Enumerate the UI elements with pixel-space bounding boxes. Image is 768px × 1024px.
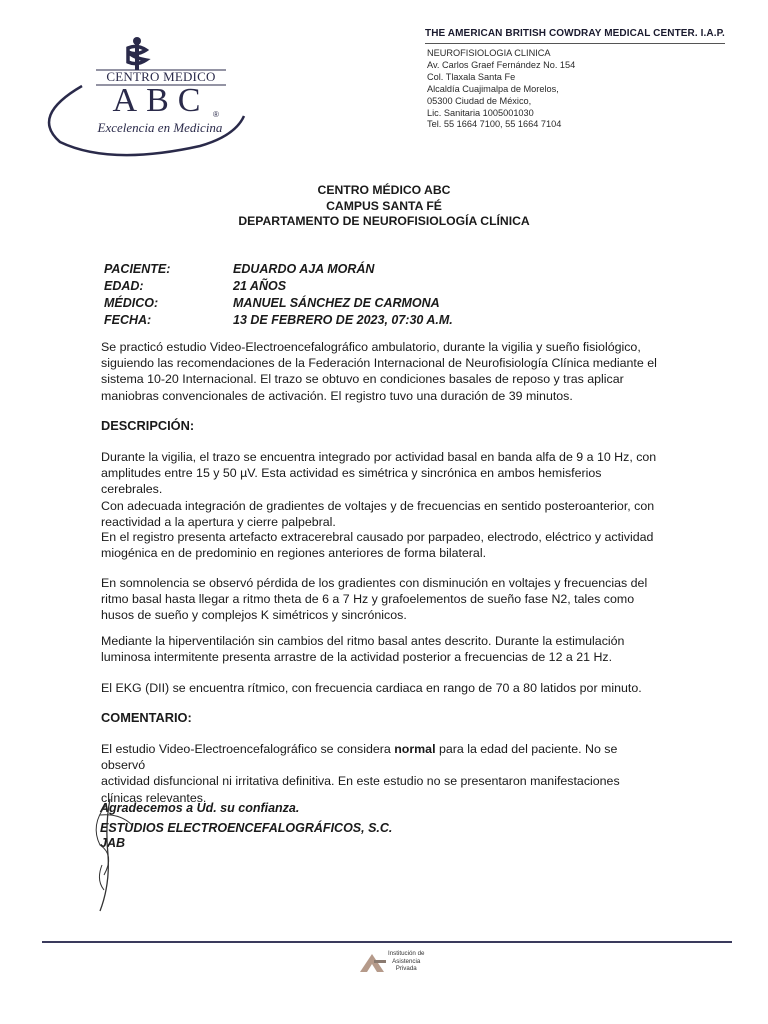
address-line: Lic. Sanitaria 1005001030 xyxy=(427,107,534,118)
description-paragraph-3 xyxy=(101,575,659,624)
description-paragraph-4 xyxy=(101,633,659,665)
description-heading: DESCRIPCIÓN: xyxy=(101,418,195,433)
text-line: maniobras convencionales de activación. El registro tuvo una duración de 39 minutos. xyxy=(101,388,573,403)
comment-result: normal xyxy=(394,742,436,756)
address-line: Tel. 55 1664 7100, 55 1664 7104 xyxy=(427,119,562,130)
report-title xyxy=(0,183,768,230)
text-line: sistema 10-20 Internacional. El trazo se obtuvo en condiciones basales de reposo y tras aplicar xyxy=(101,372,624,387)
value-patient: EDUARDO AJA MORÁN xyxy=(233,262,375,276)
footer-text xyxy=(388,950,424,973)
address-line: Alcaldía Cuajimalpa de Morelos, xyxy=(427,83,559,94)
address-line: 05300 Ciudad de México, xyxy=(427,95,532,106)
logo-tagline: Excelencia en Medicina xyxy=(97,120,223,135)
label-age: EDAD: xyxy=(104,279,144,293)
address-line: NEUROFISIOLOGIA CLINICA xyxy=(427,48,551,58)
abc-logo xyxy=(30,34,250,159)
text-line: husos de sueño y complejos K simétricos y sincrónicos. xyxy=(101,608,407,623)
value-doctor: MANUEL SÁNCHEZ DE CARMONA xyxy=(233,296,440,310)
footer-rule xyxy=(42,941,732,943)
value-age: 21 AÑOS xyxy=(233,279,287,293)
footer-line: Asistencia xyxy=(392,957,421,965)
logo-letters: ABC xyxy=(112,82,210,119)
text-line: siguiendo las recomendaciones de la Federación Internacional de Neurofisiología Clínica mediante el xyxy=(101,356,657,371)
footer-line: Institución de xyxy=(388,950,425,957)
text-line: En el registro presenta artefacto extracerebral causado por parpadeo, electrodo, eléctrico y actividad xyxy=(101,530,654,544)
title-line: CENTRO MÉDICO ABC xyxy=(317,183,451,197)
text-line xyxy=(101,741,659,773)
address-line: Av. Carlos Graef Fernández No. 154 xyxy=(427,59,576,70)
text-line: Con adecuada integración de gradientes de voltajes y de frecuencias en sentido posteroanterior, con xyxy=(101,498,655,513)
thanks-line: Agradecemos a Ud. su confianza. xyxy=(100,801,300,815)
text-line: miogénica en de predominio en regiones anteriores de forma bilateral. xyxy=(101,546,487,561)
iap-logo-icon xyxy=(358,952,388,974)
header-rule xyxy=(425,43,725,44)
text-line: actividad disfuncional ni irritativa definitiva. En este estudio no se presentaron manifestaciones xyxy=(101,774,620,789)
description-paragraph-2 xyxy=(101,529,659,561)
text-line: Se practicó estudio Video-Electroencefalográfico ambulatorio, durante la vigilia y sueño fisiológico, xyxy=(101,340,641,354)
text-line: Durante la vigilia, el trazo se encuentra integrado por actividad basal en banda alfa de 9 a 10 Hz, con xyxy=(101,450,657,464)
text-line: El EKG (DII) se encuentra rítmico, con frecuencia cardiaca en rango de 70 a 80 latidos por minuto. xyxy=(101,681,642,695)
title-line: DEPARTAMENTO DE NEUROFISIOLOGÍA CLÍNICA xyxy=(238,214,530,228)
footer-line: Privada xyxy=(395,965,417,972)
label-date: FECHA: xyxy=(104,313,152,327)
institution-name: THE AMERICAN BRITISH COWDRAY MEDICAL CENTER. I.A.P. xyxy=(425,28,725,39)
text-line: amplitudes entre 15 y 50 µV. Esta actividad es simétrica y sincrónica en ambos hemisferios cerebrales. xyxy=(101,466,602,497)
text-line: ritmo basal hasta llegar a ritmo theta de 6 a 7 Hz y grafoelementos de sueño fase N2, tales como xyxy=(101,592,635,607)
caduceus-icon xyxy=(128,37,146,70)
value-date: 13 DE FEBRERO DE 2023, 07:30 A.M. xyxy=(233,313,453,327)
institution-address xyxy=(427,48,575,131)
text-line: Mediante la hiperventilación sin cambios del ritmo basal antes descrito. Durante la estimulación xyxy=(101,634,625,648)
comment-text: para la edad del paciente. No se observó xyxy=(101,742,618,773)
label-patient: PACIENTE: xyxy=(104,262,171,276)
logo-registered-mark: ® xyxy=(213,110,219,119)
comment-text: El estudio Video-Electroencefalográfico se considera xyxy=(101,742,395,756)
comment-heading: COMENTARIO: xyxy=(101,710,192,725)
logo-top-text: CENTRO MEDICO xyxy=(106,69,216,84)
company-line: ESTUDIOS ELECTROENCEFALOGRÁFICOS, S.C. xyxy=(100,821,393,835)
label-doctor: MÉDICO: xyxy=(104,296,159,310)
intro-paragraph xyxy=(101,339,659,404)
text-line: En somnolencia se observó pérdida de los gradientes con disminución en voltajes y frecuencias del xyxy=(101,576,648,590)
text-line: reactividad a la apertura y cierre palpebral. xyxy=(101,514,336,529)
address-line: Col. Tlaxala Santa Fe xyxy=(427,71,516,82)
handwritten-signature xyxy=(60,795,140,915)
title-line: CAMPUS SANTA FÉ xyxy=(326,198,442,213)
text-line: clínicas relevantes. xyxy=(101,790,207,805)
text-line: luminosa intermitente presenta arrastre de la actividad posterior a frecuencias de 12 a 21 Hz. xyxy=(101,650,613,665)
initials-line: JAB xyxy=(100,836,126,850)
description-paragraph-1 xyxy=(101,449,659,530)
description-paragraph-5 xyxy=(101,680,659,696)
comment-paragraph xyxy=(101,741,659,806)
